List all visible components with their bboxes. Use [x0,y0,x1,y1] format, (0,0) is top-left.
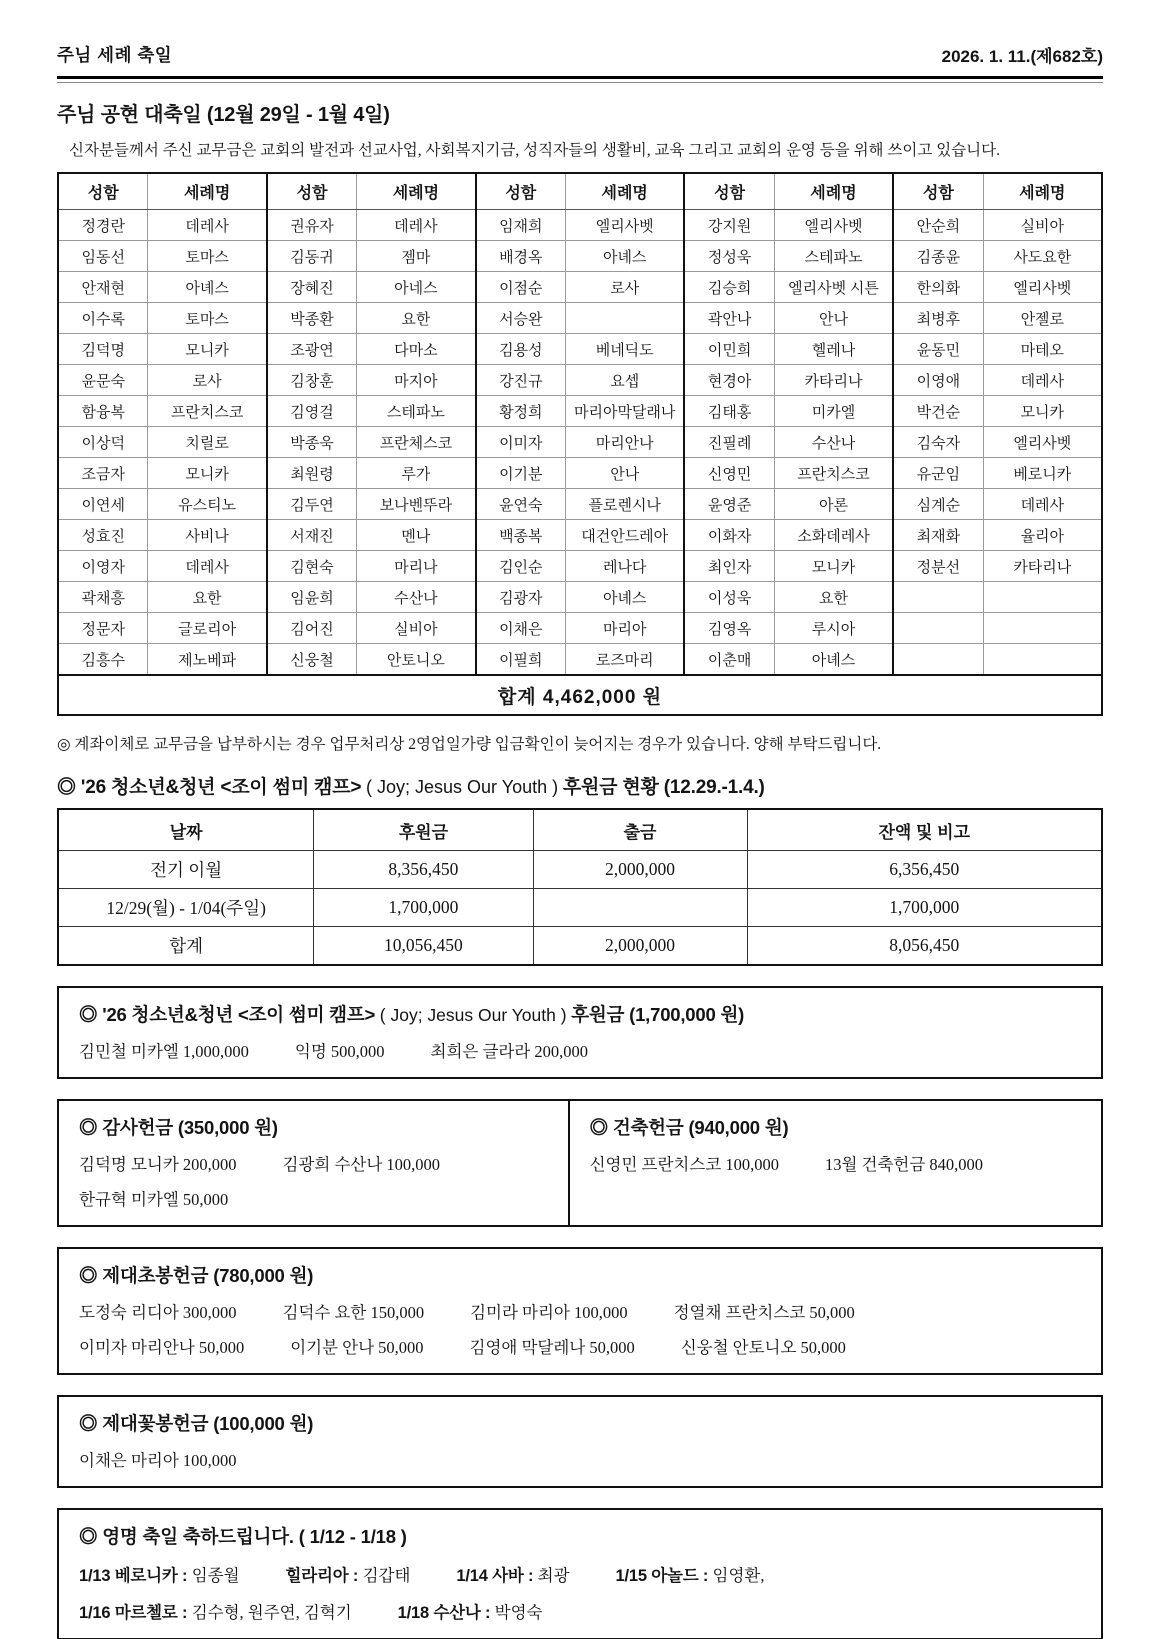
name-cell: 김두연 [267,489,357,520]
feast-day-label: 힐라리아 : [285,1567,363,1585]
name-cell: 심계순 [893,489,983,520]
baptismal-name-cell: 아녜스 [566,582,685,613]
name-cell: 최인자 [684,551,774,582]
name-cell: 이기분 [476,458,566,489]
baptismal-name-cell: 아녜스 [148,272,267,303]
name-header-cell: 성함 [58,173,148,210]
baptismal-name-cell: 엘리사벳 [983,272,1102,303]
baptismal-name-cell: 수산나 [357,582,476,613]
name-cell: 이화자 [684,520,774,551]
camp-title-suffix: 후원금 현황 (12.29.-1.4.) [562,777,765,798]
baptismal-name-cell: 사도요한 [983,241,1102,272]
baptismal-name-cell [983,582,1102,613]
donation-item: 정열채 프란치스코 50,000 [673,1303,855,1322]
camp-cell: 12/29(월) - 1/04(주일) [58,889,314,927]
name-cell: 이성욱 [684,582,774,613]
name-cell: 김동귀 [267,241,357,272]
baptismal-name-cell: 멘나 [357,520,476,551]
name-cell: 최원령 [267,458,357,489]
camp-donation-title-suffix: 후원금 (1,700,000 원) [571,1004,745,1025]
name-cell: 윤동민 [893,334,983,365]
thanks-items-line-1 [79,1151,548,1175]
donation-item: 13월 건축헌금 840,000 [824,1155,984,1174]
feast-name: 김수형, 원주연, 김혁기 [191,1603,352,1622]
offering-row [58,272,1102,303]
baptismal-name-cell: 엘리사벳 [566,210,685,241]
name-cell: 이민희 [684,334,774,365]
baptismal-name-cell: 데레사 [983,365,1102,396]
altar-flower-box [57,1395,1103,1488]
name-cell: 함융복 [58,396,148,427]
masthead-divider [57,76,1103,83]
altar-flower-title: ◎ 제대꽃봉헌금 (100,000 원) [79,1413,314,1434]
camp-cell: 10,056,450 [314,927,533,966]
name-cell: 현경아 [684,365,774,396]
baptismal-name-cell [566,303,685,334]
baptismal-name-cell: 데레사 [983,489,1102,520]
name-cell: 김창훈 [267,365,357,396]
feast-line-1 [79,1562,1081,1586]
offering-table-head [58,173,1102,210]
offering-row [58,458,1102,489]
baptismal-name-cell: 루가 [357,458,476,489]
feast-name: 최광 [537,1566,570,1585]
offering-table-foot [58,675,1102,715]
camp-cell: 8,356,450 [314,851,533,889]
donation-item: 도정숙 리디아 300,000 [79,1303,237,1322]
baptismal-name-cell: 스테파노 [357,396,476,427]
feast-entry [398,1603,543,1622]
baptismal-name-cell: 다마소 [357,334,476,365]
camp-row [58,851,1102,889]
baptismal-name-cell: 토마스 [148,241,267,272]
name-cell: 최재화 [893,520,983,551]
baptismal-header-cell: 세례명 [983,173,1102,210]
camp-cell: 합계 [58,927,314,966]
offering-row [58,427,1102,458]
donation-item: 이채은 마리아 100,000 [79,1451,237,1470]
name-cell [893,613,983,644]
baptismal-name-cell: 카타리나 [983,551,1102,582]
name-cell [893,644,983,676]
name-cell: 김용성 [476,334,566,365]
feast-entry [79,1603,352,1622]
feast-day-box [57,1508,1103,1639]
baptismal-name-cell: 아론 [774,489,893,520]
thanks-building-box [57,1099,1103,1227]
offering-table-body [58,210,1102,676]
offering-row [58,396,1102,427]
offering-table [57,172,1103,716]
name-cell: 이점순 [476,272,566,303]
baptismal-name-cell: 엘리사벳 [774,210,893,241]
offering-row [58,551,1102,582]
baptismal-header-cell: 세례명 [357,173,476,210]
name-cell: 안순희 [893,210,983,241]
offering-row [58,334,1102,365]
name-cell: 윤영준 [684,489,774,520]
name-cell: 임재희 [476,210,566,241]
baptismal-name-cell: 프란체스코 [357,427,476,458]
name-cell: 조광연 [267,334,357,365]
camp-header-cell: 후원금 [314,809,533,851]
name-cell: 이채은 [476,613,566,644]
baptismal-name-cell: 요한 [148,582,267,613]
camp-cell: 1,700,000 [314,889,533,927]
camp-cell: 8,056,450 [747,927,1102,966]
baptismal-name-cell: 아녜스 [566,241,685,272]
feast-day-label: 1/16 마르첼로 : [79,1604,192,1622]
issue-date: 2026. 1. 11.(제682호) [941,47,1103,66]
name-cell: 윤연숙 [476,489,566,520]
baptismal-name-cell: 안나 [566,458,685,489]
baptismal-name-cell: 치릴로 [148,427,267,458]
baptismal-name-cell: 미카엘 [774,396,893,427]
baptismal-name-cell: 루시아 [774,613,893,644]
name-cell: 이영애 [893,365,983,396]
total-amount: 합계 4,462,000 원 [58,675,1102,715]
baptismal-name-cell: 토마스 [148,303,267,334]
masthead [57,42,1103,67]
baptismal-name-cell: 율리아 [983,520,1102,551]
baptismal-header-cell: 세례명 [566,173,685,210]
baptismal-name-cell: 사비나 [148,520,267,551]
building-items-line [590,1151,1081,1175]
donation-item: 이기분 안나 50,000 [290,1338,424,1357]
thanks-box-title: ◎ 감사헌금 (350,000 원) [79,1117,278,1138]
baptismal-name-cell: 플로렌시나 [566,489,685,520]
baptismal-name-cell: 마리아 [566,613,685,644]
feast-name: 임종월 [191,1566,240,1585]
baptismal-name-cell: 데레사 [148,551,267,582]
name-cell: 임동선 [58,241,148,272]
baptismal-name-cell: 안토니오 [357,644,476,676]
feast-name: 박영숙 [494,1603,543,1622]
baptismal-name-cell: 헬레나 [774,334,893,365]
baptismal-name-cell: 수산나 [774,427,893,458]
camp-header-row [58,809,1102,851]
feast-box-title: ◎ 영명 축일 축하드립니다. ( 1/12 - 1/18 ) [79,1526,407,1547]
offering-row [58,365,1102,396]
thanks-box [59,1101,570,1225]
offering-row [58,303,1102,334]
name-header-cell: 성함 [893,173,983,210]
name-header-cell: 성함 [684,173,774,210]
name-cell: 황정희 [476,396,566,427]
feast-day-label: 1/18 수산나 : [397,1604,495,1622]
name-cell: 김태홍 [684,396,774,427]
camp-cell: 2,000,000 [533,927,747,966]
intro-text: 신자분들께서 주신 교무금은 교회의 발전과 선교사업, 사회복지기금, 성직자들의 생활비, 교육 그리고 교회의 운영 등을 위해 쓰이고 있습니다. [69,142,1000,159]
name-cell: 신영민 [684,458,774,489]
baptismal-name-cell: 대건안드레아 [566,520,685,551]
donation-item: 김광희 수산나 100,000 [282,1155,441,1174]
baptismal-name-cell: 실비아 [983,210,1102,241]
camp-table-body [58,851,1102,966]
name-cell: 김광자 [476,582,566,613]
camp-header-cell: 날짜 [58,809,314,851]
offering-row [58,210,1102,241]
baptismal-name-cell: 글로리아 [148,613,267,644]
name-cell: 윤문숙 [58,365,148,396]
baptismal-name-cell: 레나다 [566,551,685,582]
camp-cell: 전기 이월 [58,851,314,889]
building-box [570,1101,1101,1225]
donation-item: 김영애 막달레나 50,000 [469,1338,635,1357]
name-cell: 곽채흥 [58,582,148,613]
name-cell: 이연세 [58,489,148,520]
camp-table [57,808,1103,966]
baptismal-name-cell [983,644,1102,676]
baptismal-name-cell: 마리나 [357,551,476,582]
camp-donation-items [79,1038,1081,1062]
name-cell: 김승희 [684,272,774,303]
name-cell: 서재진 [267,520,357,551]
feast-day-label: 1/14 사바 : [456,1567,538,1585]
camp-cell [533,889,747,927]
feast-day-label: 1/15 아놀드 : [615,1567,713,1585]
name-cell: 정경란 [58,210,148,241]
section-title: 주님 공현 대축일 (12월 29일 - 1월 4일) [57,104,390,126]
name-cell: 이춘매 [684,644,774,676]
baptismal-name-cell: 프란치스코 [774,458,893,489]
donation-item: 최희은 글라라 200,000 [430,1042,589,1061]
baptismal-name-cell: 요한 [774,582,893,613]
name-cell: 권유자 [267,210,357,241]
offering-row [58,582,1102,613]
donation-item: 신웅철 안토니오 50,000 [680,1338,846,1357]
feast-name: 임영환, [712,1566,765,1585]
transfer-note: ◎ 계좌이체로 교무금을 납부하시는 경우 업무처리상 2영업일가량 입금확인이 늦어지는 경우가 있습니다. 양해 부탁드립니다. [57,736,882,753]
name-cell: 강지원 [684,210,774,241]
baptismal-header-cell: 세례명 [774,173,893,210]
baptismal-name-cell [983,613,1102,644]
baptismal-name-cell: 소화데레사 [774,520,893,551]
baptismal-name-cell: 젬마 [357,241,476,272]
baptismal-name-cell: 모니카 [148,334,267,365]
name-cell: 최병후 [893,303,983,334]
baptismal-name-cell: 베로니카 [983,458,1102,489]
name-cell: 유군임 [893,458,983,489]
name-cell: 김숙자 [893,427,983,458]
donation-item: 김덕수 요한 150,000 [282,1303,425,1322]
camp-donation-title-english: ( Joy; Jesus Our Youth ) [379,1005,567,1025]
name-cell: 강진규 [476,365,566,396]
baptismal-name-cell: 마리안나 [566,427,685,458]
offering-row [58,489,1102,520]
name-cell: 정문자 [58,613,148,644]
name-cell: 김현숙 [267,551,357,582]
camp-title-english: ( Joy; Jesus Our Youth ) [366,777,559,797]
camp-row [58,927,1102,966]
donation-item: 신영민 프란치스코 100,000 [589,1155,779,1174]
baptismal-name-cell: 실비아 [357,613,476,644]
name-cell: 백종복 [476,520,566,551]
baptismal-name-cell: 데레사 [148,210,267,241]
name-cell: 배경옥 [476,241,566,272]
name-cell: 한의화 [893,272,983,303]
name-cell: 김어진 [267,613,357,644]
donation-item: 김미라 마리아 100,000 [470,1303,628,1322]
camp-header-cell: 출금 [533,809,747,851]
altar-candle-line-1 [79,1299,1081,1323]
baptismal-name-cell: 아녜스 [774,644,893,676]
name-cell: 곽안나 [684,303,774,334]
camp-status-title [57,772,1103,799]
feast-entry [79,1566,240,1585]
baptismal-name-cell: 스테파노 [774,241,893,272]
offering-row [58,613,1102,644]
thanks-items-line-2 [79,1186,548,1210]
baptismal-name-cell: 마지아 [357,365,476,396]
baptismal-name-cell: 요한 [357,303,476,334]
donation-item: 한규혁 미카엘 50,000 [79,1190,229,1209]
offering-header-row [58,173,1102,210]
donation-item: 이미자 마리안나 50,000 [79,1338,245,1357]
feast-line-2 [79,1599,1081,1623]
name-cell: 박종환 [267,303,357,334]
altar-candle-title: ◎ 제대초봉헌금 (780,000 원) [79,1265,314,1286]
baptismal-name-cell: 보나벤뚜라 [357,489,476,520]
baptismal-name-cell: 아네스 [357,272,476,303]
name-cell: 정성욱 [684,241,774,272]
baptismal-name-cell: 로사 [148,365,267,396]
name-cell: 조금자 [58,458,148,489]
camp-donation-title [79,1001,1081,1027]
feast-entry [616,1566,765,1585]
baptismal-name-cell: 데레사 [357,210,476,241]
donation-item: 김덕명 모니카 200,000 [79,1155,237,1174]
name-cell: 김영옥 [684,613,774,644]
name-cell: 김덕명 [58,334,148,365]
offering-row [58,241,1102,272]
offering-row [58,520,1102,551]
building-box-title: ◎ 건축헌금 (940,000 원) [589,1117,789,1138]
name-cell: 서승완 [476,303,566,334]
baptismal-name-cell: 요셉 [566,365,685,396]
feast-day-label: 1/13 베로니카 : [79,1567,192,1585]
baptismal-name-cell: 엘리사벳 [983,427,1102,458]
offering-row [58,644,1102,676]
baptismal-name-cell: 로사 [566,272,685,303]
baptismal-name-cell: 모니카 [983,396,1102,427]
name-header-cell: 성함 [476,173,566,210]
name-cell: 임윤희 [267,582,357,613]
name-cell: 신웅철 [267,644,357,676]
name-cell: 이미자 [476,427,566,458]
total-row [58,675,1102,715]
name-cell: 이영자 [58,551,148,582]
baptismal-name-cell: 마리아막달래나 [566,396,685,427]
name-cell: 진필례 [684,427,774,458]
baptismal-name-cell: 제노베파 [148,644,267,676]
feast-entry [286,1566,411,1585]
name-cell: 성효진 [58,520,148,551]
name-cell: 박종욱 [267,427,357,458]
name-cell: 김인순 [476,551,566,582]
name-cell: 안재현 [58,272,148,303]
baptismal-name-cell: 모니카 [148,458,267,489]
camp-cell: 1,700,000 [747,889,1102,927]
baptismal-name-cell: 프란치스코 [148,396,267,427]
altar-candle-line-2 [79,1334,1081,1358]
name-cell: 이상덕 [58,427,148,458]
donation-item: 김민철 미카엘 1,000,000 [79,1042,249,1061]
baptismal-name-cell: 유스티노 [148,489,267,520]
camp-row [58,889,1102,927]
baptismal-name-cell: 안젤로 [983,303,1102,334]
baptismal-name-cell: 엘리사벳 시튼 [774,272,893,303]
camp-cell: 6,356,450 [747,851,1102,889]
baptismal-name-cell: 마테오 [983,334,1102,365]
camp-cell: 2,000,000 [533,851,747,889]
name-cell: 이수록 [58,303,148,334]
name-cell: 이필희 [476,644,566,676]
baptismal-header-cell: 세례명 [148,173,267,210]
camp-donation-box [57,986,1103,1079]
baptismal-name-cell: 카타리나 [774,365,893,396]
masthead-title: 주님 세례 축일 [57,45,173,65]
baptismal-name-cell: 베네딕도 [566,334,685,365]
name-header-cell: 성함 [267,173,357,210]
name-cell: 김흥수 [58,644,148,676]
baptismal-name-cell: 안나 [774,303,893,334]
baptismal-name-cell: 로즈마리 [566,644,685,676]
name-cell: 정분선 [893,551,983,582]
name-cell [893,582,983,613]
donation-item: 익명 500,000 [294,1042,385,1061]
feast-name: 김갑태 [362,1566,411,1585]
name-cell: 김종윤 [893,241,983,272]
name-cell: 장혜진 [267,272,357,303]
camp-title-prefix: ◎ '26 청소년&청년 <조이 썸미 캠프> [57,777,362,798]
altar-flower-line [79,1447,1081,1471]
camp-table-head [58,809,1102,851]
baptismal-name-cell: 모니카 [774,551,893,582]
camp-donation-title-prefix: ◎ '26 청소년&청년 <조이 썸미 캠프> [79,1004,376,1025]
camp-header-cell: 잔액 및 비고 [747,809,1102,851]
feast-entry [456,1566,569,1585]
name-cell: 박건순 [893,396,983,427]
altar-candle-box [57,1247,1103,1375]
name-cell: 김영걸 [267,396,357,427]
